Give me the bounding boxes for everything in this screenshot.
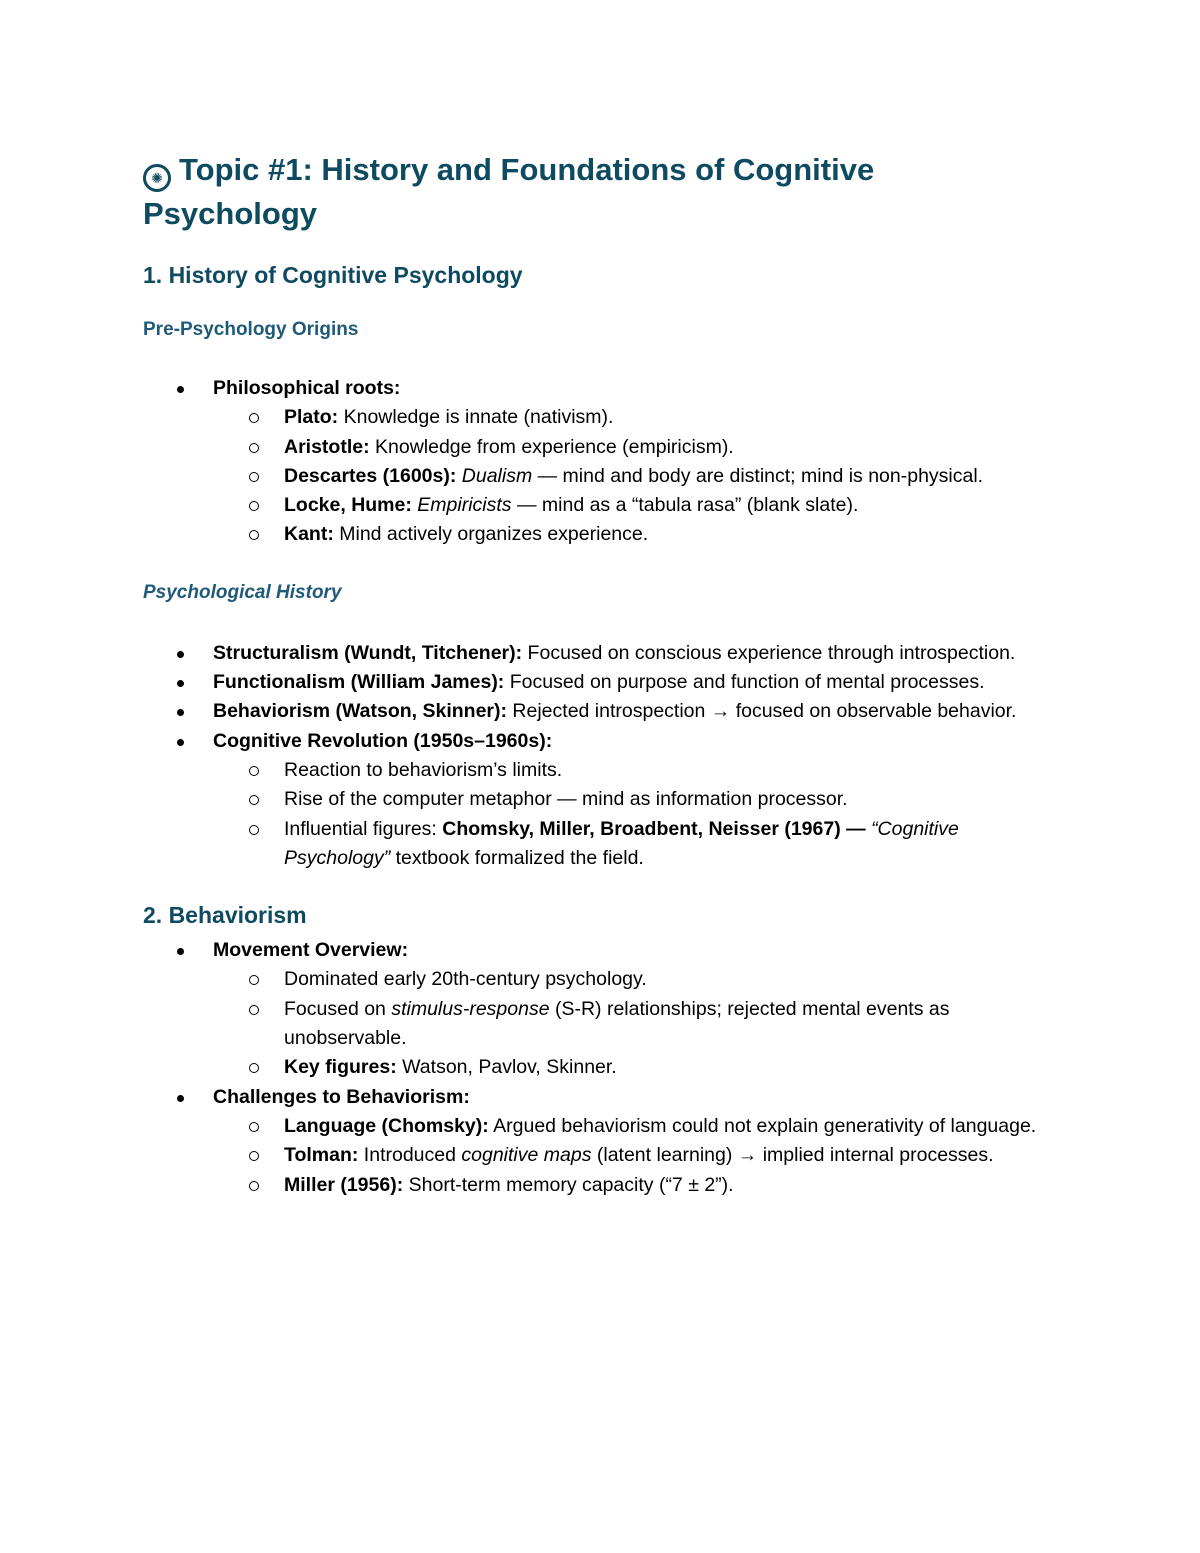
list-item: Reaction to behaviorism’s limits.: [213, 756, 1063, 785]
list-item: Movement Overview: Dominated early 20th-century psychology. Focused on stimulus-response (S-R) relationships; rejected mental events as unobservable. Key figures: Watson, Pavlov, Skinner.: [143, 936, 1063, 1082]
bullet-icon: [177, 709, 184, 716]
list-item: Functionalism (William James): Focused on purpose and function of mental processes.: [143, 668, 1063, 697]
document-page: [143, 148, 1063, 1200]
circle-bullet-icon: [249, 443, 259, 453]
sub-list: [143, 403, 1063, 549]
circle-bullet-icon: [249, 413, 259, 423]
list-item: Challenges to Behaviorism: Language (Chomsky): Argued behaviorism could not explain generativity of language. Tolman: Introduced cognitive maps (latent learning) → implied internal processes. Miller (1956): Short-term memory capacity (“7 ± 2”).: [143, 1083, 1063, 1200]
circle-bullet-icon: [249, 825, 259, 835]
bullet-icon: [177, 386, 184, 393]
bullet-icon: [177, 1095, 184, 1102]
section-heading-history: 1. History of Cognitive Psychology: [143, 262, 523, 288]
list-item: Rise of the computer metaphor — mind as information processor.: [213, 785, 1063, 814]
sub-list: [143, 756, 1063, 873]
circle-bullet-icon: [249, 766, 259, 776]
psychological-history-list: [143, 639, 1063, 873]
behaviorism-list: [143, 936, 1063, 1200]
list-item: Miller (1956): Short-term memory capacity (“7 ± 2”).: [213, 1171, 1063, 1200]
list-item: Structuralism (Wundt, Titchener): Focused on conscious experience through introspection.: [143, 639, 1063, 668]
list-item: Kant: Mind actively organizes experience.: [213, 520, 1063, 549]
list-item: Dominated early 20th-century psychology.: [213, 965, 1063, 994]
page-title: ✺ Topic #1: History and Foundations of Cognitive Psychology: [143, 152, 875, 231]
list-item: Plato: Knowledge is innate (nativism).: [213, 403, 1063, 432]
list-item: Philosophical roots: Plato: Knowledge is innate (nativism). Aristotle: Knowledge from experience (empiricism). Descartes (1600s): Dualism — mind and body are distinct; mind is non-physical. Locke, Hume: Empiricists — mind as a “tabula rasa” (blank slate). Kant: Mind actively organizes experience.: [143, 374, 1063, 550]
list-item: Language (Chomsky): Argued behaviorism could not explain generativity of language.: [213, 1112, 1063, 1141]
list-item: Cognitive Revolution (1950s–1960s): Reaction to behaviorism’s limits. Rise of the computer metaphor — mind as information processor. Influential figures: Chomsky, Miller, Broadbent, Neisser (1967) — “Cognitive Psychology” textbook formalized the field.: [143, 727, 1063, 873]
circle-bullet-icon: [249, 472, 259, 482]
list-item: Influential figures: Chomsky, Miller, Broadbent, Neisser (1967) — “Cognitive Psychology” textbook formalized the field.: [213, 815, 1063, 874]
bullet-icon: [177, 651, 184, 658]
circle-bullet-icon: [249, 1181, 259, 1191]
circle-bullet-icon: [249, 1151, 259, 1161]
bullet-icon: [177, 948, 184, 955]
list-item: Locke, Hume: Empiricists — mind as a “tabula rasa” (blank slate).: [213, 491, 1063, 520]
bullet-icon: [177, 680, 184, 687]
brain-icon: ✺: [143, 164, 171, 192]
sub-list: [143, 1112, 1063, 1200]
circle-bullet-icon: [249, 1122, 259, 1132]
list-item: Aristotle: Knowledge from experience (empiricism).: [213, 433, 1063, 462]
subheading-pre-psychology: Pre-Psychology Origins: [143, 319, 359, 340]
list-item: Key figures: Watson, Pavlov, Skinner.: [213, 1053, 1063, 1082]
circle-bullet-icon: [249, 1005, 259, 1015]
circle-bullet-icon: [249, 501, 259, 511]
section-heading-behaviorism: 2. Behaviorism: [143, 902, 307, 929]
list-item: Descartes (1600s): Dualism — mind and body are distinct; mind is non-physical.: [213, 462, 1063, 491]
subheading-psychological-history: Psychological History: [143, 581, 342, 603]
bullet-icon: [177, 739, 184, 746]
philosophical-roots-list: [143, 374, 1063, 550]
list-item: Behaviorism (Watson, Skinner): Rejected introspection → focused on observable behavior.: [143, 697, 1063, 726]
circle-bullet-icon: [249, 530, 259, 540]
list-item: Tolman: Introduced cognitive maps (latent learning) → implied internal processes.: [213, 1141, 1063, 1170]
circle-bullet-icon: [249, 975, 259, 985]
circle-bullet-icon: [249, 795, 259, 805]
circle-bullet-icon: [249, 1063, 259, 1073]
list-item: Focused on stimulus-response (S-R) relationships; rejected mental events as unobservable.: [213, 995, 1063, 1054]
sub-list: [143, 965, 1063, 1082]
